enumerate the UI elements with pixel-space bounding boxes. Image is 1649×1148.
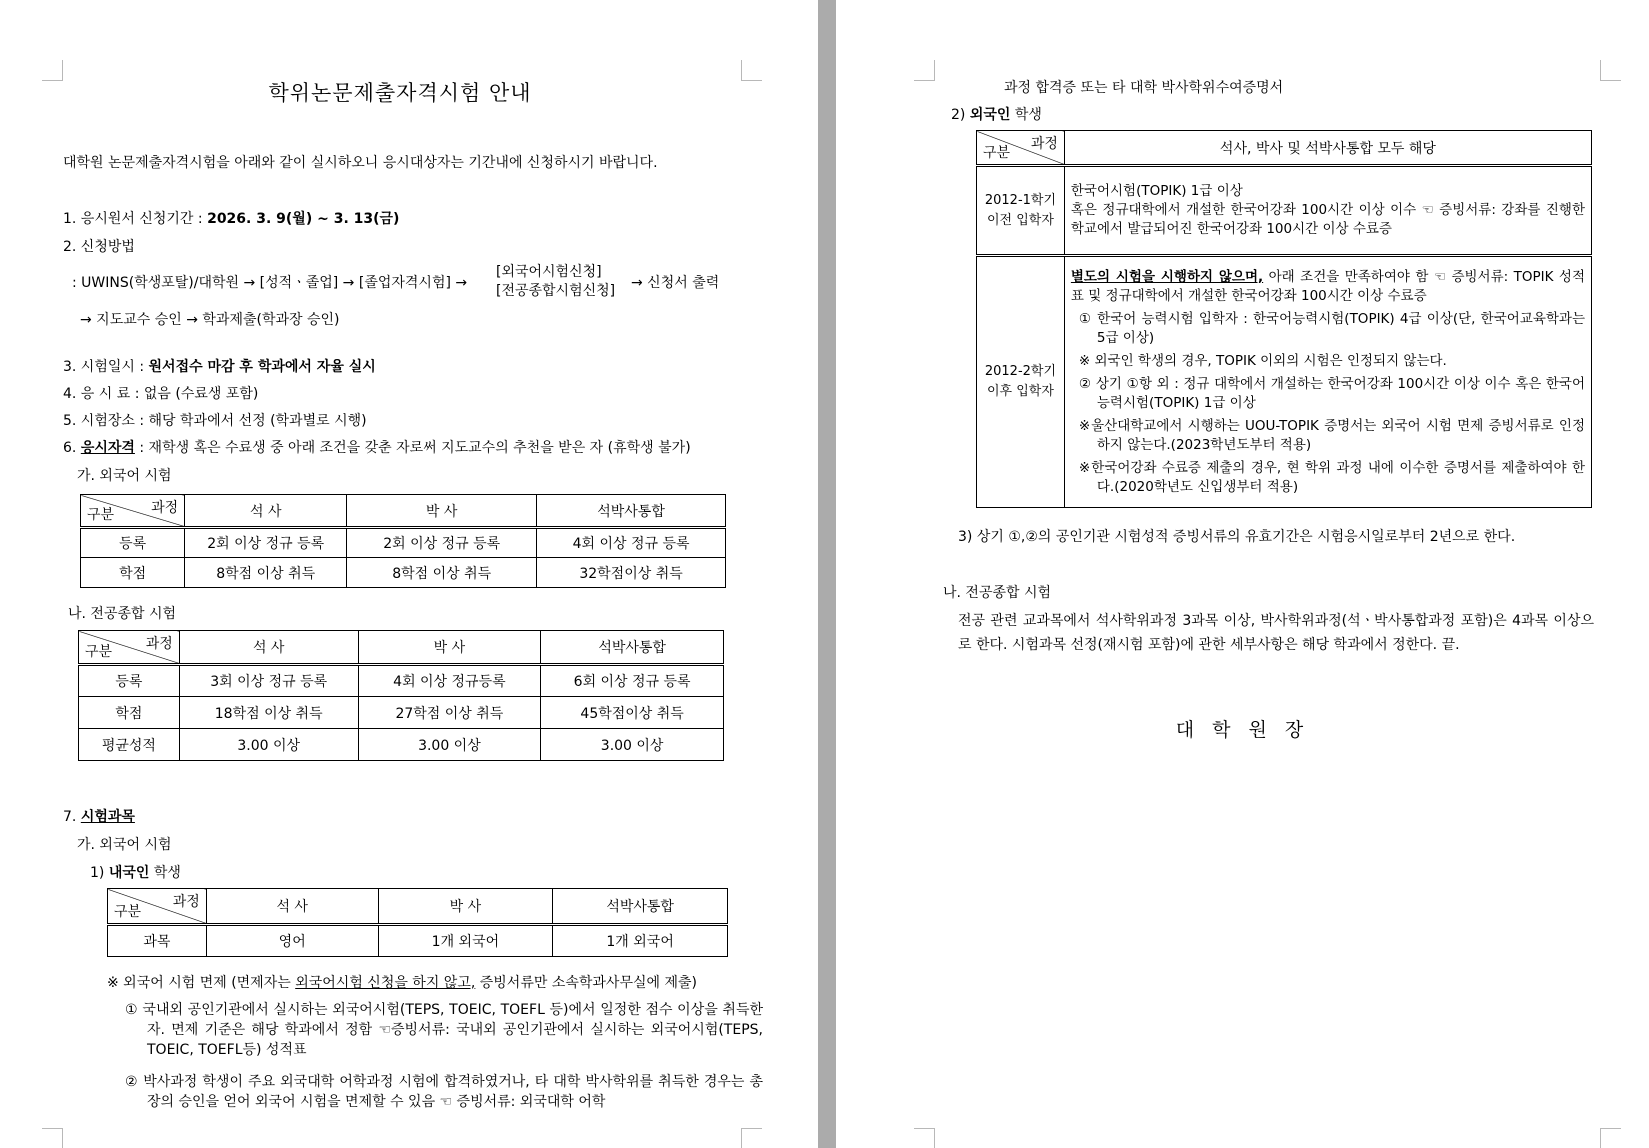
lead-key: 별도의 시험을 시행하지 않으며, [1070,268,1264,285]
domestic-students [90,864,181,882]
sub-major-exam-2: 나. 전공종합 시험 [943,585,1052,601]
item-num: 1) [90,865,109,881]
table-cell: 3회 이상 정규 등록 [179,665,358,697]
row-label-line: 2012-1학기 [984,192,1057,208]
sub-foreign-exam-2: 가. 외국어 시험 [77,837,172,853]
requirement-line: ※ 외국인 학생의 경우, TOPIK 이외의 시험은 인정되지 않는다. [1078,352,1447,369]
row-label-line: 2012-2학기 [984,364,1057,379]
exempt-key: 외국어시험 신청을 하지 않고, [295,975,476,991]
item-num: 2) [951,107,970,123]
flow-line2: → 지도교수 승인 → 학과제출(학과장 승인) [80,312,340,328]
item-eligibility [63,439,691,457]
table-row [79,665,724,697]
flow-line1-post: → 신청서 출력 [631,275,720,291]
item-fee: 4. 응 시 료 : 없음 (수료생 포함) [63,386,259,402]
requirement-line: 한국어시험(TOPIK) 1급 이상 [1070,183,1243,199]
exempt-note [107,974,697,992]
table-row [81,558,726,588]
lead-post: 아래 조건을 만족하여야 함 ☜ 증빙서류: TOPIK 성적표 및 정규대학에서 개설한 한국어강좌 100시간 이상 수료증 [1070,268,1585,304]
application-period-value: 2026. 3. 9(월) ~ 3. 13(금) [207,211,400,227]
item-exam-date [63,358,376,376]
table-corner [81,495,185,528]
page-left [0,0,818,1148]
eligibility-key: 응시자격 [80,440,135,456]
corner-bottom: 구분 [983,145,1011,161]
table-cell: 영어 [206,925,378,957]
domestic-key: 내국인 [108,865,150,881]
item-location: 5. 시험장소 : 해당 학과에서 선정 (학과별로 시행) [63,413,367,429]
row-label: 평균성적 [79,729,180,761]
row-label: 등록 [79,665,180,697]
table-row [81,528,726,558]
row-label: 학점 [79,697,180,729]
table-row [79,729,724,761]
domestic-subject-table [107,888,728,957]
col-header: 석박사통합 [541,631,724,665]
crop-mark [741,60,762,81]
crop-mark [1600,60,1621,81]
sub-major-exam: 나. 전공종합 시험 [68,606,177,622]
foreign-suffix: 학생 [1010,107,1042,123]
requirement-lead [1071,268,1585,306]
item-label: 3. 시험일시 : [63,359,149,375]
table-row [977,256,1592,508]
table-cell [1064,256,1591,508]
intro-text: 대학원 논문제출자격시험을 아래와 같이 실시하오니 응시대상자는 기간내에 신청하시기 바랍니다. [63,155,658,171]
table-corner [108,889,207,925]
table-cell: 1개 외국어 [378,925,553,957]
table-row [977,166,1592,256]
eligibility-foreign-table [80,494,726,588]
exempt-pre: ※ 외국어 시험 면제 (면제자는 [107,975,296,991]
table-cell: 8학점 이상 취득 [185,558,347,588]
item-exam-subjects [63,808,135,826]
col-header: 석 사 [185,495,347,528]
exam-subjects-key: 시험과목 [80,809,135,825]
major-exam-text: 전공 관련 교과목에서 석사학위과정 3과목 이상, 박사학위과정(석ㆍ박사통합과정 포함)은 4과목 이상으로 한다. 시험과목 선정(재시험 포함)에 관한 세부사항은 해당 학과에서 정한다. 끝. [958,613,1594,653]
signature: 대 학 원 장 [1175,719,1310,741]
row-label-line: 이후 입학자 [986,384,1054,399]
corner-top: 과정 [151,500,179,516]
row-label-line: 이전 입학자 [986,212,1054,228]
item-application-method: 2. 신청방법 [63,239,135,255]
domestic-suffix: 학생 [149,865,181,881]
corner-top: 과정 [145,636,173,652]
item-label: 1. 응시원서 신청기간 : [63,211,208,227]
table-cell: 3.00 이상 [541,729,724,761]
table-cell: 3.00 이상 [179,729,358,761]
crop-mark [914,1128,935,1148]
item-num: 6. [63,440,81,456]
row-label [977,166,1065,256]
table-cell: 32학점이상 취득 [537,558,726,588]
corner-top: 과정 [1030,136,1058,152]
col-header: 박 사 [347,495,537,528]
corner-bottom: 구분 [87,507,115,523]
requirement-line: 혹은 정규대학에서 개설한 한국어강좌 100시간 이상 이수 ☜ 증빙서류: 강좌를 진행한 학교에서 발급되어진 한국어강좌 100시간 이상 수료증 [1070,202,1585,237]
page-title: 학위논문제출자격시험 안내 [268,81,532,105]
eligibility-major-table [78,630,724,761]
row-label: 학점 [81,558,185,588]
item-application-period [63,210,399,228]
flow-line1-pre: : UWINS(학생포탈)/대학원 → [성적ㆍ졸업] → [졸업자격시험] → [72,275,468,291]
requirement-line: ② 상기 ①항 외 : 정규 대학에서 개설하는 한국어강좌 100시간 이상 이수 혹은 한국어능력시험(TOPIK) 1급 이상 [1078,375,1585,411]
table-cell: 3.00 이상 [358,729,541,761]
flow-option-major: [전공종합시험신청] [496,283,616,299]
row-label: 과목 [108,925,207,957]
table-cell: 45학점이상 취득 [541,697,724,729]
table-cell: 8학점 이상 취득 [347,558,537,588]
table-cell: 6회 이상 정규 등록 [541,665,724,697]
table-cell: 1개 외국어 [553,925,728,957]
corner-bottom: 구분 [85,644,113,660]
table-cell: 2회 이상 정규 등록 [347,528,537,558]
foreign-requirement-table [976,130,1592,508]
exempt-post: 증빙서류만 소속학과사무실에 제출) [475,975,697,991]
table-row [79,697,724,729]
table-cell: 4회 이상 정규등록 [358,665,541,697]
row-label [977,256,1065,508]
table-cell: 27학점 이상 취득 [358,697,541,729]
foreign-students [951,106,1042,124]
exam-date-value: 원서접수 마감 후 학과에서 자율 실시 [148,359,376,375]
table-corner [79,631,180,665]
sub-foreign-exam: 가. 외국어 시험 [77,468,172,484]
validity-note: 3) 상기 ①,②의 공인기관 시험성적 증빙서류의 유효기간은 시험응시일로부터 2년으로 한다. [958,529,1516,545]
col-header: 박 사 [378,889,553,925]
corner-top: 과정 [172,894,200,910]
foreign-key: 외국인 [969,107,1011,123]
col-header: 석 사 [179,631,358,665]
requirement-line: ※한국어강좌 수료증 제출의 경우, 현 학위 과정 내에 이수한 증명서를 제출하여야 한다.(2020학년도 신입생부터 적용) [1078,459,1585,495]
table-cell: 2회 이상 정규 등록 [185,528,347,558]
crop-mark [42,60,63,81]
item-num: 7. [63,809,81,825]
table-cell: 4회 이상 정규 등록 [537,528,726,558]
flow-option-foreign: [외국어시험신청] [496,264,602,280]
exempt-condition-2-cont: 과정 합격증 또는 타 대학 박사학위수여증명서 [1004,80,1284,96]
crop-mark [42,1128,63,1148]
exempt-condition-2: ② 박사과정 학생이 주요 외국대학 어학과정 시험에 합격하였거나, 타 대학 박사학위를 취득한 경우는 총장의 승인을 얻어 외국어 시험을 면제할 수 있음 ☜ 증빙서류: 외국대학 어학 [125,1074,763,1110]
table-cell: 18학점 이상 취득 [179,697,358,729]
requirement-line: ① 한국어 능력시험 입학자 : 한국어능력시험(TOPIK) 4급 이상(단, 한국어교육학과는 5급 이상) [1078,310,1585,346]
table-row [108,925,728,957]
table-corner [977,131,1065,166]
exempt-condition-1: ① 국내외 공인기관에서 실시하는 외국어시험(TEPS, TOEIC, TOEFL 등)에서 일정한 점수 이상을 취득한 자. 면제 기준은 해당 학과에서 정함 ☜증빙서류: 국내외 공인기관에서 실시하는 외국어시험(TEPS, TOEIC, TOEFL등) 성적표 [125,1002,763,1058]
requirement-line: ※울산대학교에서 시행하는 UOU-TOPIK 증명서는 외국어 시험 면제 증빙서류로 인정하지 않는다.(2023학년도부터 적용) [1078,417,1585,453]
table-cell [1064,166,1591,256]
corner-bottom: 구분 [114,904,142,920]
col-header: 석사, 박사 및 석박사통합 모두 해당 [1064,131,1591,166]
eligibility-text: : 재학생 혹은 수료생 중 아래 조건을 갖춘 자로써 지도교수의 추천을 받은 자 (휴학생 불가) [134,440,691,456]
page-right [836,0,1649,1148]
crop-mark [1600,1128,1621,1148]
crop-mark [741,1128,762,1148]
row-label: 등록 [81,528,185,558]
crop-mark [914,60,935,81]
col-header: 박 사 [358,631,541,665]
col-header: 석박사통합 [553,889,728,925]
col-header: 석박사통합 [537,495,726,528]
col-header: 석 사 [206,889,378,925]
